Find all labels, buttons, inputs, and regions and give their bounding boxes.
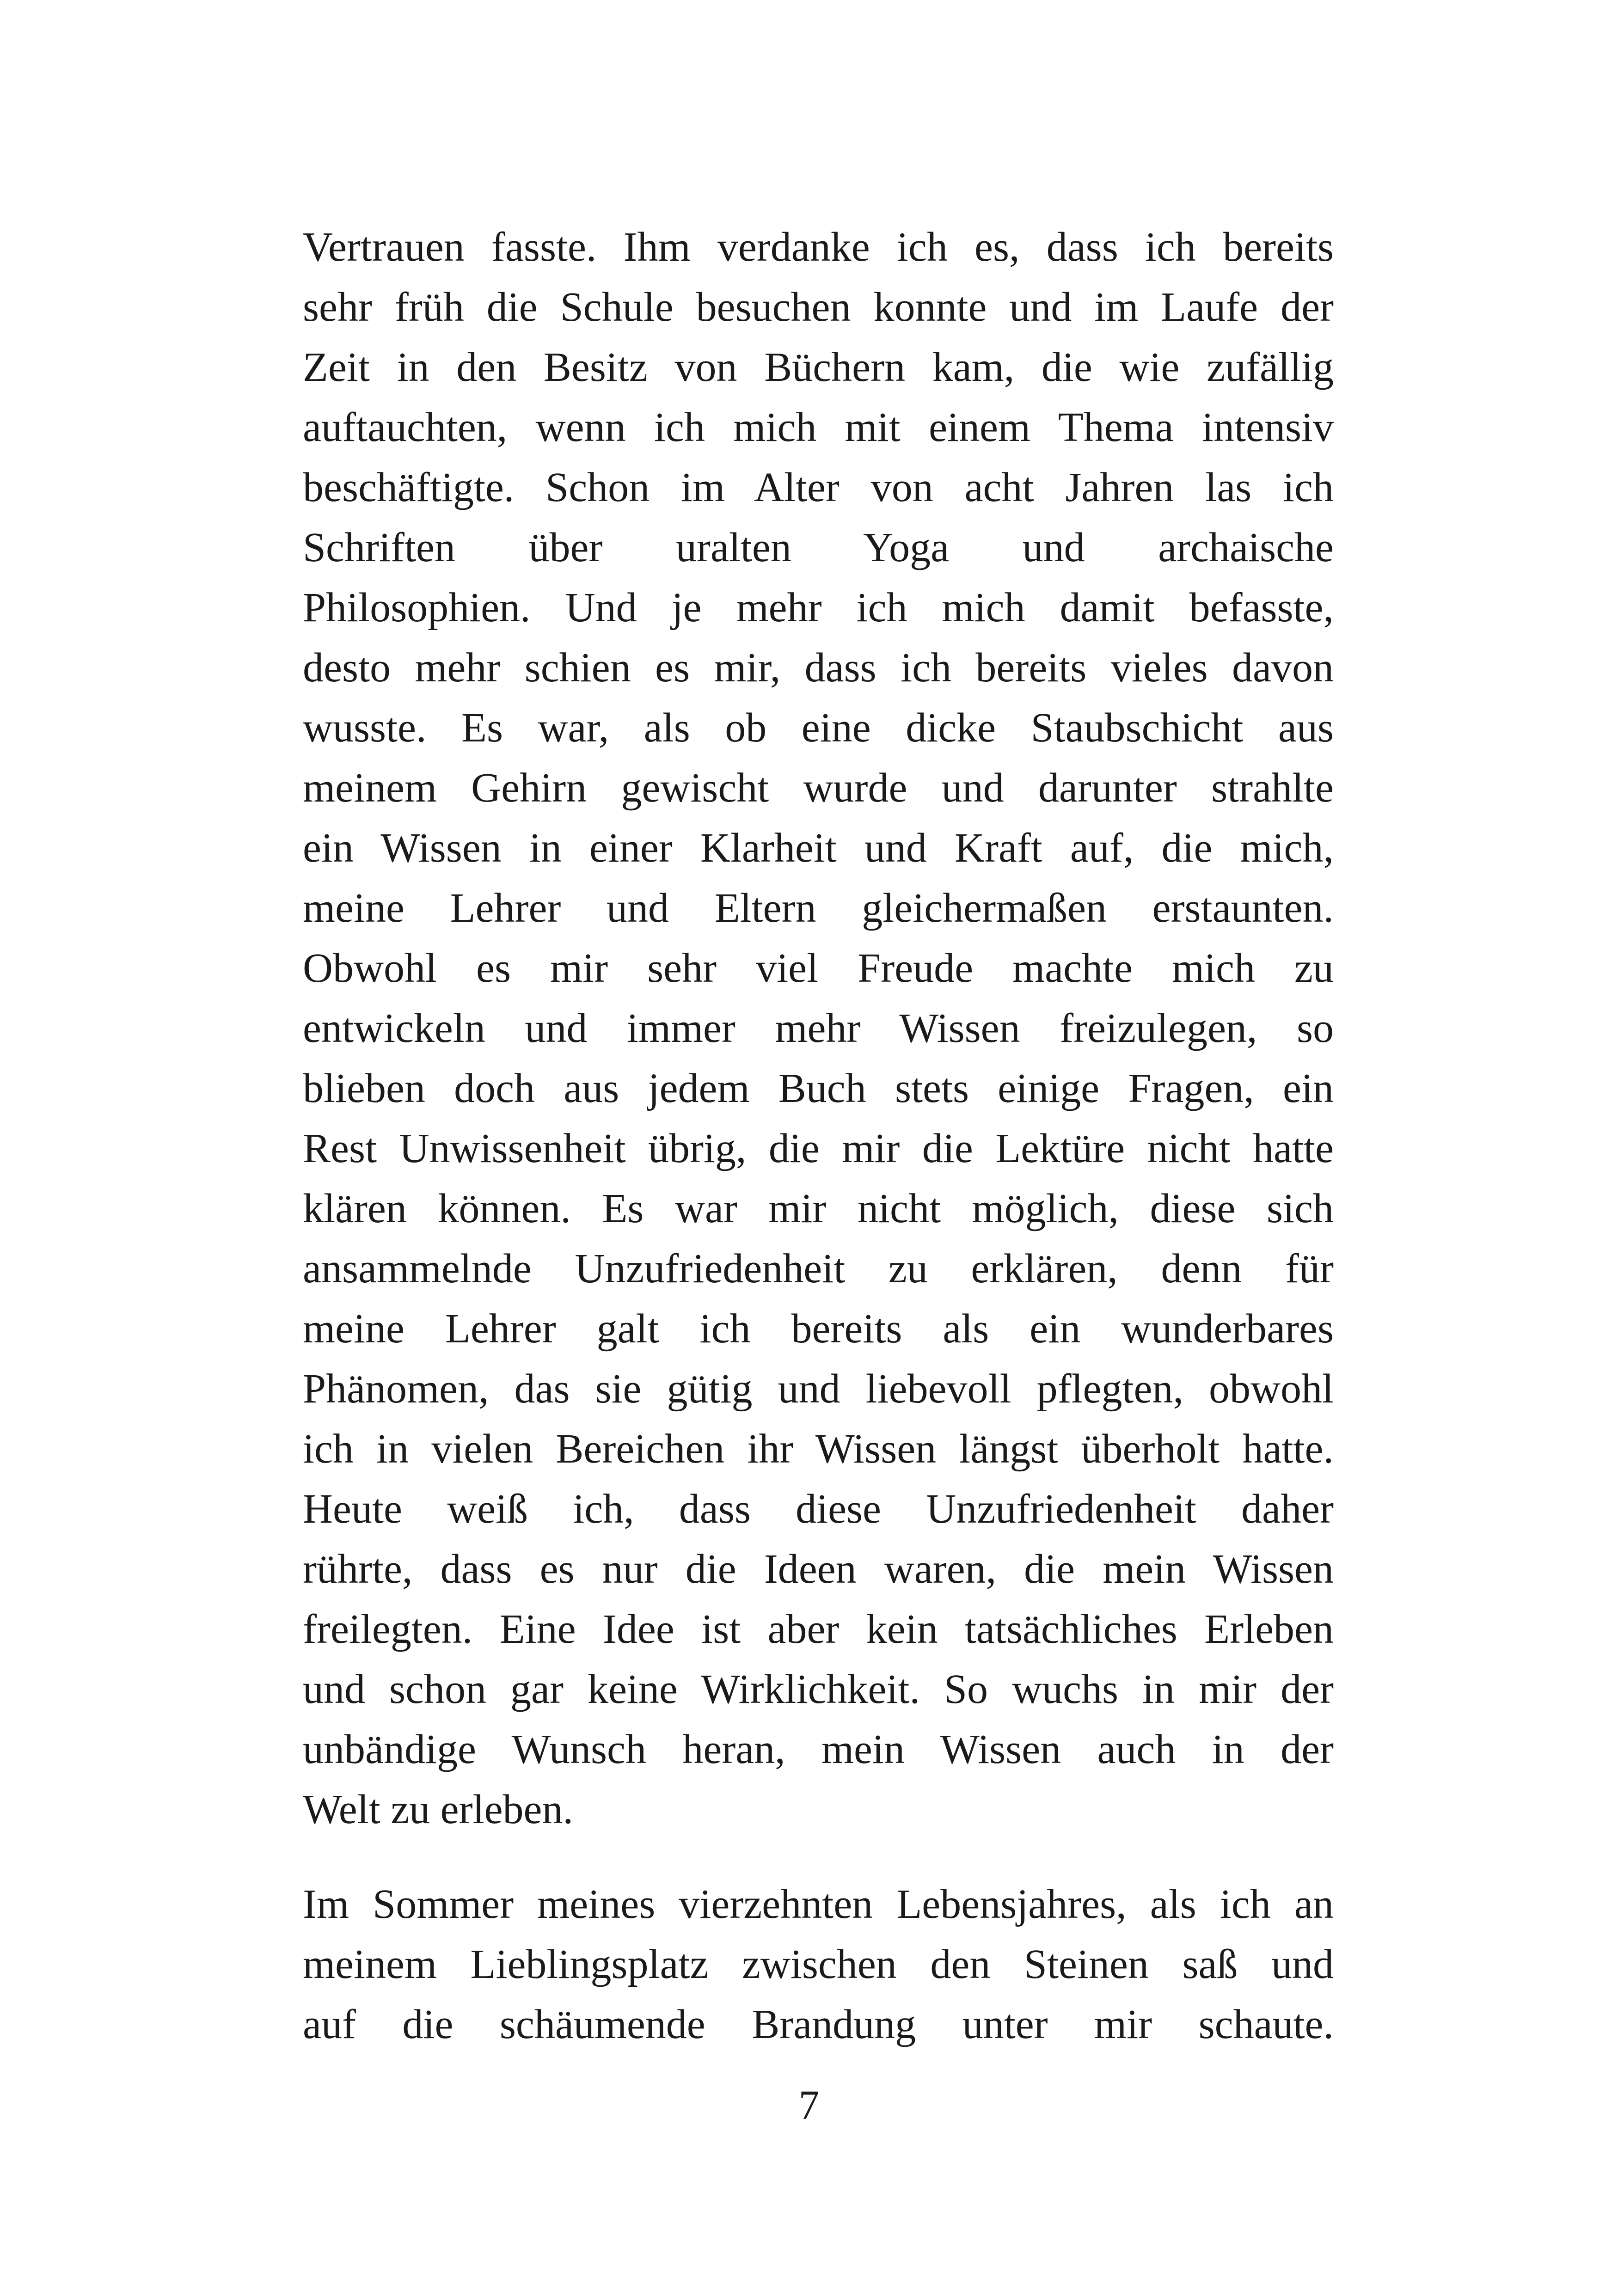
text-line: auftauchten, wenn ich mich mit einem Thema intensiv — [303, 404, 1334, 450]
text-line: sehr früh die Schule besuchen konnte und im Laufe der — [303, 284, 1334, 330]
text-line: Rest Unwissenheit übrig, die mir die Lektüre nicht hatte — [303, 1126, 1334, 1171]
text-line: rührte, dass es nur die Ideen waren, die mein Wissen — [303, 1546, 1334, 1592]
text-line: meine Lehrer und Eltern gleichermaßen erstaunten. — [303, 885, 1334, 931]
text-line: freilegten. Eine Idee ist aber kein tatsächliches Erleben — [303, 1606, 1334, 1652]
text-line: klären können. Es war mir nicht möglich, diese sich — [303, 1186, 1334, 1231]
text-line: beschäftigte. Schon im Alter von acht Jahren las ich — [303, 465, 1334, 510]
text-line: auf die schäumende Brandung unter mir schaute. — [303, 2002, 1334, 2047]
text-line: ansammelnde Unzufriedenheit zu erklären, denn für — [303, 1246, 1334, 1292]
text-line: Welt zu erleben. — [303, 1787, 573, 1832]
text-line: Heute weiß ich, dass diese Unzufriedenheit daher — [303, 1486, 1334, 1532]
text-line: Vertrauen fasste. Ihm verdanke ich es, dass ich bereits — [303, 224, 1334, 270]
text-line: Zeit in den Besitz von Büchern kam, die wie zufällig — [303, 344, 1334, 390]
text-line: meinem Lieblingsplatz zwischen den Steinen saß und — [303, 1941, 1334, 1987]
paragraph-2 — [303, 1874, 1334, 2055]
text-line: blieben doch aus jedem Buch stets einige Fragen, ein — [303, 1065, 1334, 1111]
text-line: Im Sommer meines vierzehnten Lebensjahres, als ich an — [303, 1881, 1334, 1927]
text-line: Philosophien. Und je mehr ich mich damit befasste, — [303, 585, 1334, 631]
text-line: unbändige Wunsch heran, mein Wissen auch in der — [303, 1727, 1334, 1772]
text-line: desto mehr schien es mir, dass ich bereits vieles davon — [303, 645, 1334, 691]
paragraph-1 — [303, 217, 1334, 1840]
body-text — [303, 217, 1334, 2055]
page-number: 7 — [798, 2082, 820, 2128]
text-line: meine Lehrer galt ich bereits als ein wunderbares — [303, 1306, 1334, 1352]
text-line: und schon gar keine Wirklichkeit. So wuchs in mir der — [303, 1666, 1334, 1712]
text-line: entwickeln und immer mehr Wissen freizulegen, so — [303, 1005, 1334, 1051]
paragraph-gap — [303, 1840, 1334, 1874]
text-line: ein Wissen in einer Klarheit und Kraft auf, die mich, — [303, 825, 1334, 871]
text-line: Schriften über uralten Yoga und archaische — [303, 525, 1334, 570]
text-line: Obwohl es mir sehr viel Freude machte mich zu — [303, 945, 1334, 991]
text-line: Phänomen, das sie gütig und liebevoll pflegten, obwohl — [303, 1366, 1334, 1412]
text-line: ich in vielen Bereichen ihr Wissen längst überholt hatte. — [303, 1426, 1334, 1472]
text-line: meinem Gehirn gewischt wurde und darunter strahlte — [303, 765, 1334, 811]
text-line: wusste. Es war, als ob eine dicke Staubschicht aus — [303, 705, 1334, 751]
